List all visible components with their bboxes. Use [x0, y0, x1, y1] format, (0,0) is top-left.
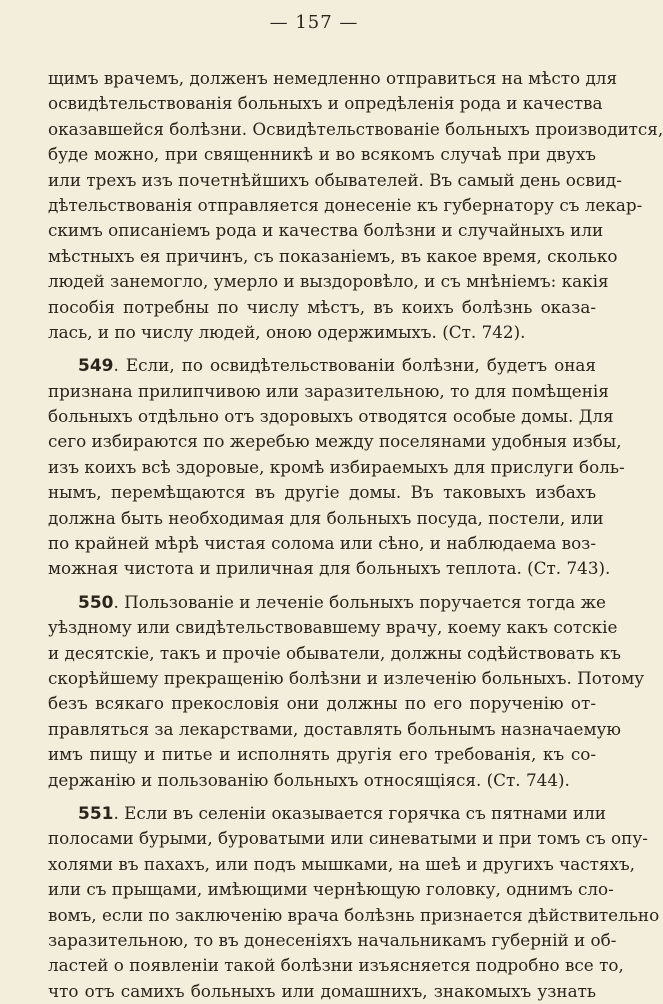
article-549 [48, 353, 625, 582]
text-line: скимъ описаніемъ рода и качества болѣзни и случайныхъ или [48, 220, 604, 241]
text-line: сего избираются по жеребью между поселянами удобныя избы, [48, 431, 622, 452]
text-line [48, 590, 606, 615]
text-line: пособія потребны по числу мѣстъ, въ коихъ болѣзнь оказа- [48, 296, 596, 317]
text-line: полосами бурыми, буроватыми или синеватыми и при томъ съ опу- [48, 828, 648, 849]
text-line: можная чистота и приличная для больныхъ теплота. (Ст. 743). [48, 558, 611, 579]
page-number: — 157 — [269, 12, 359, 33]
text-line-content: . Если въ селеніи оказывается горячка съ пятнами или [113, 802, 606, 823]
text-line: уѣздному или свидѣтельствовавшему врачу, коему какъ сотскіе [48, 617, 618, 638]
text-line: правляться за лекарствами, доставлять больнымъ назначаемую [48, 718, 622, 739]
text-line: заразительною, то въ донесеніяхъ начальникамъ губерній и об- [48, 929, 617, 950]
text-line: должна быть необходимая для больныхъ посуда, постели, или [48, 507, 604, 528]
text-line: дѣтельствованія отправляется донесеніе къ губернатору съ лекар- [48, 194, 643, 215]
article-number: 549 [78, 356, 114, 377]
page-text [48, 66, 663, 1004]
text-line [48, 353, 596, 378]
text-line: буде можно, при священникѣ и во всякомъ случаѣ при двухъ [48, 144, 596, 165]
text-line: или съ прыщами, имѣющими чернѣющую головку, однимъ сло- [48, 879, 614, 900]
text-line: что отъ самихъ больныхъ или домашнихъ, знакомыхъ узнать [48, 980, 596, 1001]
text-line: ластей о появленіи такой болѣзни изъясняется подробно все то, [48, 955, 624, 976]
text-line-content: . Пользованіе и леченіе больныхъ поручается тогда же [113, 591, 606, 612]
text-line: признана прилипчивою или заразительною, то для помѣщенія [48, 380, 609, 401]
text-line: по крайней мѣрѣ чистая солома или сѣно, и наблюдаема воз- [48, 533, 596, 554]
text-line: или трехъ изъ почетнѣйшихъ обывателей. Въ самый день освид- [48, 169, 622, 190]
text-line: скорѣйшему прекращенію болѣзни и излеченію больныхъ. Потому [48, 667, 645, 688]
text-line: нымъ, перемѣщаются въ другіе домы. Въ таковыхъ избахъ [48, 482, 596, 503]
text-line-content: . Если, по освидѣтельствованіи болѣзни, будетъ оная [113, 355, 596, 376]
text-line: щимъ врачемъ, долженъ немедленно отправиться на мѣсто для [48, 68, 618, 88]
paragraph-continuation [48, 66, 663, 345]
text-line: оказавшейся болѣзни. Освидѣтельствованіе больныхъ производится, [48, 118, 663, 139]
article-550 [48, 590, 645, 793]
text-line: мѣстныхъ ея причинъ, съ показаніемъ, въ какое время, сколько [48, 245, 618, 266]
text-line: холями въ пахахъ, или подъ мышками, на шеѣ и другихъ частяхъ, [48, 853, 635, 874]
text-line: больныхъ отдѣльно отъ здоровыхъ отводятся особые домы. Для [48, 406, 614, 427]
text-line: лась, и по числу людей, оною одержимыхъ. (Ст. 742). [48, 321, 526, 342]
text-line: безъ всякаго прекословія они должны по его порученію от- [48, 693, 596, 714]
text-line: изъ коихъ всѣ здоровые, кромѣ избираемыхъ для прислуги боль- [48, 456, 625, 477]
text-line: людей занемогло, умерло и выздоровѣло, и съ мнѣніемъ: какія [48, 271, 609, 292]
text-line [48, 801, 606, 826]
article-number: 551 [78, 803, 114, 824]
text-line: и десятскіе, такъ и прочіе обыватели, должны содѣйствовать къ [48, 642, 621, 663]
text-line: держанію и пользованію больныхъ относящіяся. (Ст. 744). [48, 769, 570, 790]
text-line: освидѣтельствованія больныхъ и опредѣленія рода и качества [48, 93, 603, 114]
article-551 [48, 801, 660, 1004]
text-line: имъ пищу и питье и исполнять другія его требованія, къ со- [48, 744, 596, 765]
text-line: вомъ, если по заключенію врача болѣзнь признается дѣйствительно [48, 904, 660, 925]
article-number: 550 [78, 592, 114, 613]
